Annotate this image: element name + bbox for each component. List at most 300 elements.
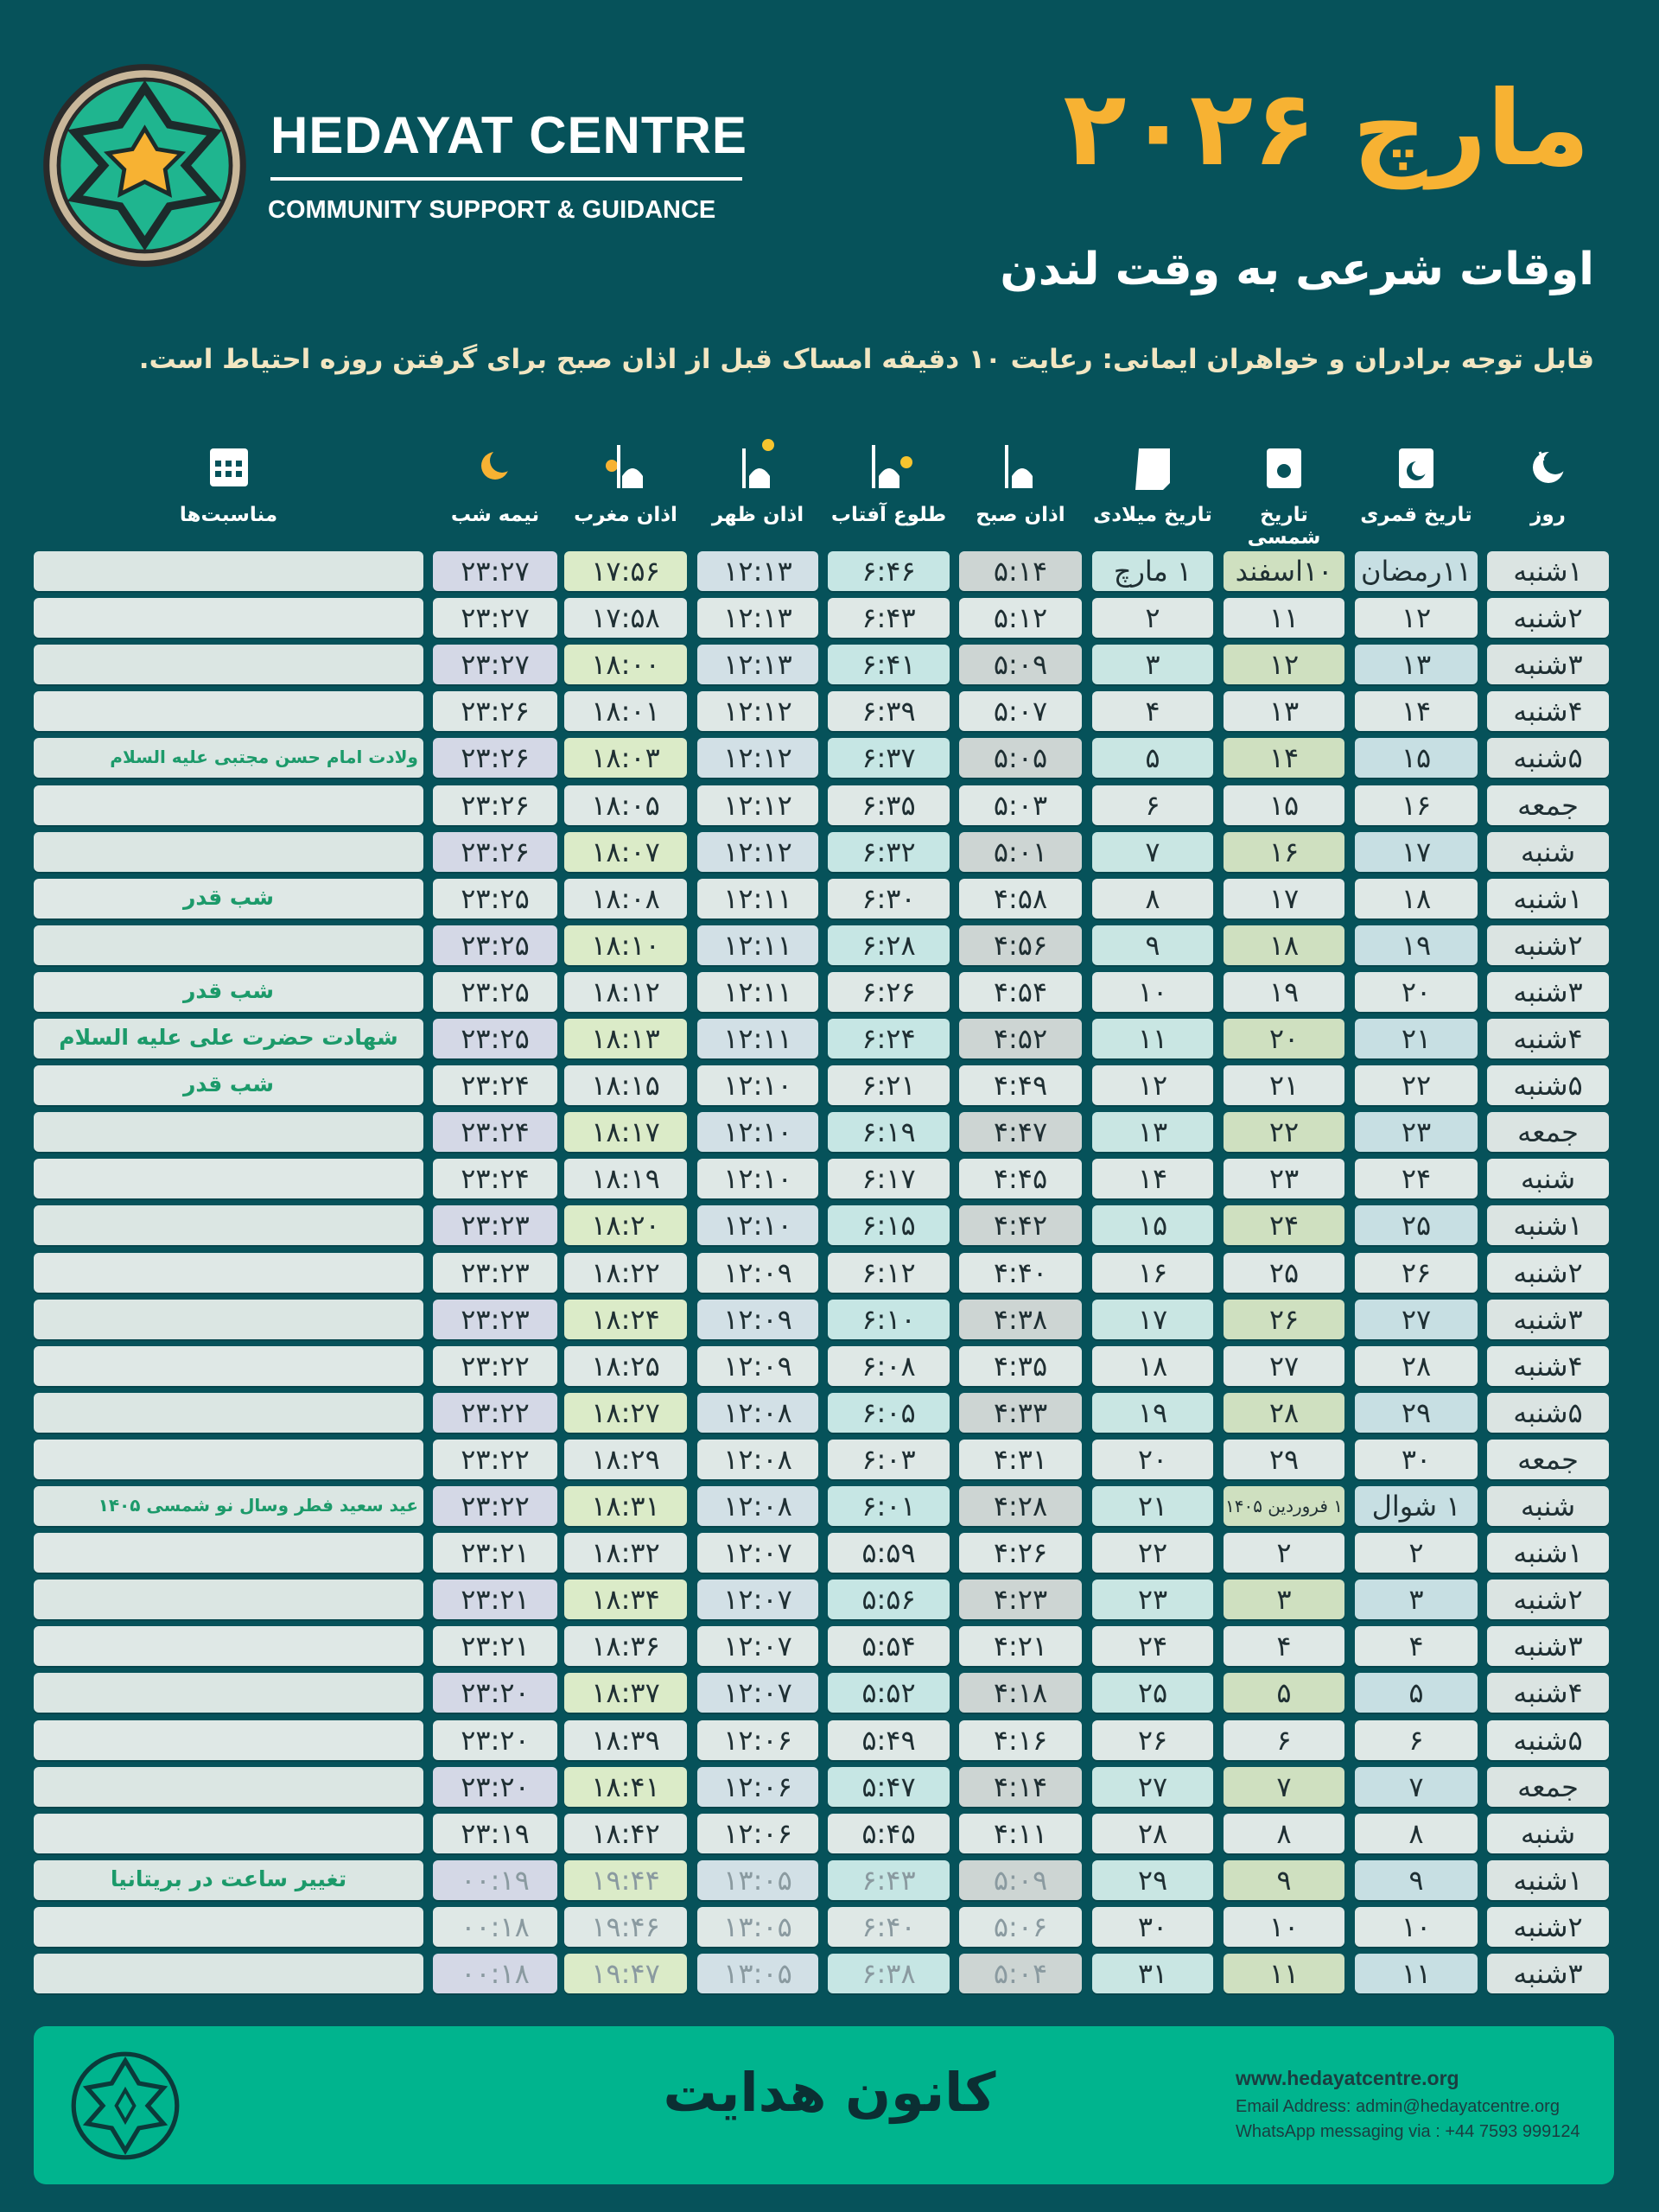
cell-greg: ۱۰ [1092,972,1213,1012]
cell-sunrise: ۶:۳۵ [828,785,950,825]
cell-maghrib: ۱۸:۲۰ [564,1205,687,1245]
brand-tagline: COMMUNITY SUPPORT & GUIDANCE [268,196,716,224]
cell-fajr: ۵:۱۲ [959,598,1082,638]
moon-clock-icon [1519,436,1578,495]
mosque-sun-icon [728,436,787,495]
cell-midnight: ۰۰:۱۸ [433,1954,557,1993]
cell-sunrise: ۶:۴۱ [828,645,950,684]
cell-day: ۱شنبه [1487,879,1609,918]
cell-hijri: ۲۶ [1355,1253,1478,1293]
cell-events [34,1907,423,1947]
cell-day: ۴شنبه [1487,691,1609,731]
cell-greg: ۲۱ [1092,1486,1213,1526]
cell-midnight: ۲۳:۲۴ [433,1065,557,1105]
cell-fajr: ۴:۱۱ [959,1814,1082,1853]
cell-fajr: ۵:۰۷ [959,691,1082,731]
cell-dhuhr: ۱۲:۰۹ [697,1253,818,1293]
cell-fajr: ۵:۰۹ [959,645,1082,684]
cell-dhuhr: ۱۲:۰۹ [697,1346,818,1386]
cell-dhuhr: ۱۳:۰۵ [697,1907,818,1947]
cell-sunrise: ۶:۰۱ [828,1486,950,1526]
cell-hijri: ۱۴ [1355,691,1478,731]
cell-maghrib: ۱۸:۲۷ [564,1393,687,1433]
cell-sunrise: ۶:۲۱ [828,1065,950,1105]
cell-maghrib: ۱۸:۳۱ [564,1486,687,1526]
cell-hijri: ۲۸ [1355,1346,1478,1386]
cell-hijri: ۲۲ [1355,1065,1478,1105]
cell-maghrib: ۱۸:۳۲ [564,1533,687,1573]
cell-events [34,551,423,591]
cell-hijri: ۵ [1355,1673,1478,1713]
column-label: روز [1530,504,1566,526]
cell-fajr: ۴:۴۷ [959,1112,1082,1152]
cell-midnight: ۲۳:۲۶ [433,691,557,731]
cell-dhuhr: ۱۲:۰۸ [697,1393,818,1433]
cell-midnight: ۲۳:۲۷ [433,598,557,638]
cell-shamsi: ۲۶ [1224,1300,1344,1339]
cell-dhuhr: ۱۲:۱۰ [697,1112,818,1152]
cell-sunrise: ۶:۳۰ [828,879,950,918]
cell-greg: ۲۴ [1092,1626,1213,1666]
cell-dhuhr: ۱۲:۱۰ [697,1065,818,1105]
cell-greg: ۷ [1092,832,1213,872]
cell-maghrib: ۱۸:۱۷ [564,1112,687,1152]
cell-hijri: ۷ [1355,1767,1478,1807]
cell-midnight: ۲۳:۲۱ [433,1533,557,1573]
cell-day: ۳شنبه [1487,1300,1609,1339]
cell-events [34,1159,423,1198]
cell-events [34,1626,423,1666]
cell-events [34,1954,423,1993]
cell-midnight: ۲۳:۲۵ [433,1019,557,1058]
cell-shamsi: ۲۹ [1224,1440,1344,1479]
cell-midnight: ۲۳:۲۵ [433,925,557,965]
brand-divider [270,177,742,181]
cell-maghrib: ۱۸:۳۹ [564,1720,687,1760]
cell-dhuhr: ۱۲:۱۰ [697,1159,818,1198]
cell-midnight: ۲۳:۲۷ [433,645,557,684]
cell-greg: ۲۳ [1092,1580,1213,1619]
cell-fajr: ۵:۱۴ [959,551,1082,591]
cell-day: ۴شنبه [1487,1673,1609,1713]
cell-dhuhr: ۱۲:۱۱ [697,972,818,1012]
cell-midnight: ۲۳:۲۴ [433,1112,557,1152]
cell-maghrib: ۱۸:۰۷ [564,832,687,872]
cell-events [34,785,423,825]
cell-dhuhr: ۱۲:۱۲ [697,738,818,778]
cell-shamsi: ۱۳ [1224,691,1344,731]
cell-maghrib: ۱۸:۳۶ [564,1626,687,1666]
cell-fajr: ۵:۰۴ [959,1954,1082,1993]
cell-events: شب قدر [34,972,423,1012]
cell-dhuhr: ۱۲:۰۷ [697,1533,818,1573]
cell-hijri: ۱۰ [1355,1907,1478,1947]
footer-website[interactable]: www.hedayatcentre.org [1236,2067,1459,2089]
cell-shamsi: ۱۲ [1224,645,1344,684]
column-header-events [34,436,423,526]
column-label: طلوع آفتاب [830,504,947,526]
cell-day: جمعه [1487,1440,1609,1479]
cell-shamsi: ۳ [1224,1580,1344,1619]
cell-maghrib: ۱۸:۲۵ [564,1346,687,1386]
cell-dhuhr: ۱۲:۱۲ [697,691,818,731]
cell-maghrib: ۱۸:۱۹ [564,1159,687,1198]
mosque-sunrise-icon [860,436,918,495]
cell-sunrise: ۶:۳۲ [828,832,950,872]
cell-sunrise: ۵:۵۹ [828,1533,950,1573]
cell-hijri: ۲۴ [1355,1159,1478,1198]
cell-dhuhr: ۱۲:۰۶ [697,1767,818,1807]
cell-hijri: ۱۲ [1355,598,1478,638]
cell-greg: ۲ [1092,598,1213,638]
cell-fajr: ۴:۱۸ [959,1673,1082,1713]
column-label: مناسبت‌ها [179,504,278,526]
cell-dhuhr: ۱۳:۰۵ [697,1954,818,1993]
cell-shamsi: ۲ [1224,1533,1344,1573]
cell-day: ۳شنبه [1487,1626,1609,1666]
cell-hijri: ۲۷ [1355,1300,1478,1339]
cell-day: ۵شنبه [1487,738,1609,778]
cell-maghrib: ۱۸:۲۹ [564,1440,687,1479]
cell-maghrib: ۱۸:۰۳ [564,738,687,778]
cell-greg: ۲۹ [1092,1860,1213,1900]
footer-email[interactable]: Email Address: admin@hedayatcentre.org [1236,2097,1560,2116]
cell-fajr: ۴:۱۴ [959,1767,1082,1807]
cell-hijri: ۳۰ [1355,1440,1478,1479]
cell-sunrise: ۶:۳۷ [828,738,950,778]
column-label: تاریخ شمسی [1247,504,1321,549]
cell-events: شب قدر [34,1065,423,1105]
cell-shamsi: ۱۸ [1224,925,1344,965]
cell-fajr: ۴:۵۲ [959,1019,1082,1058]
cell-sunrise: ۵:۴۵ [828,1814,950,1853]
cell-shamsi: ۱۰اسفند [1224,551,1344,591]
cell-midnight: ۲۳:۲۰ [433,1767,557,1807]
cell-shamsi: ۵ [1224,1673,1344,1713]
column-label: تاریخ میلادی [1093,504,1212,526]
cell-dhuhr: ۱۲:۱۲ [697,785,818,825]
cell-greg: ۲۵ [1092,1673,1213,1713]
cell-shamsi: ۲۲ [1224,1112,1344,1152]
cell-events [34,1814,423,1853]
cell-day: شنبه [1487,1814,1609,1853]
cell-dhuhr: ۱۲:۰۶ [697,1720,818,1760]
cell-greg: ۳۱ [1092,1954,1213,1993]
crescent-moon-icon [466,436,524,495]
cell-fajr: ۴:۵۸ [959,879,1082,918]
cell-sunrise: ۶:۲۸ [828,925,950,965]
cell-events [34,1300,423,1339]
cell-sunrise: ۶:۰۸ [828,1346,950,1386]
cell-dhuhr: ۱۳:۰۵ [697,1860,818,1900]
cell-greg: ۴ [1092,691,1213,731]
cell-fajr: ۴:۴۲ [959,1205,1082,1245]
brand-name: HEDAYAT CENTRE [270,106,747,164]
cell-maghrib: ۱۹:۴۴ [564,1860,687,1900]
cell-day: شنبه [1487,1159,1609,1198]
cell-shamsi: ۶ [1224,1720,1344,1760]
column-label: اذان صبح [976,504,1065,526]
cell-events: شب قدر [34,879,423,918]
cell-fajr: ۵:۰۱ [959,832,1082,872]
cell-sunrise: ۶:۱۵ [828,1205,950,1245]
footer-logo [69,2050,181,2162]
cell-dhuhr: ۱۲:۱۳ [697,598,818,638]
cell-fajr: ۴:۲۱ [959,1626,1082,1666]
cell-shamsi: ۸ [1224,1814,1344,1853]
cell-day: جمعه [1487,1767,1609,1807]
cell-midnight: ۲۳:۲۳ [433,1300,557,1339]
cell-greg: ۱۵ [1092,1205,1213,1245]
cell-midnight: ۲۳:۲۵ [433,879,557,918]
cell-shamsi: ۱۶ [1224,832,1344,872]
cell-sunrise: ۵:۴۹ [828,1720,950,1760]
cell-events: عید سعید فطر وسال نو شمسی ۱۴۰۵ [34,1486,423,1526]
cell-midnight: ۲۳:۲۶ [433,785,557,825]
mosque-sunset-icon [596,436,655,495]
cell-day: ۳شنبه [1487,1954,1609,1993]
cell-greg: ۶ [1092,785,1213,825]
cell-midnight: ۲۳:۲۶ [433,738,557,778]
cell-greg: ۲۰ [1092,1440,1213,1479]
cell-hijri: ۱۵ [1355,738,1478,778]
column-header-dhuhr [697,436,818,526]
cell-events: ولادت امام حسن مجتبی علیه السلام [34,738,423,778]
cell-events [34,645,423,684]
cell-fajr: ۴:۵۴ [959,972,1082,1012]
cell-fajr: ۴:۲۳ [959,1580,1082,1619]
cell-shamsi: ۲۴ [1224,1205,1344,1245]
cell-midnight: ۲۳:۲۳ [433,1205,557,1245]
cell-midnight: ۲۳:۲۵ [433,972,557,1012]
cell-hijri: ۳ [1355,1580,1478,1619]
column-header-day [1487,436,1609,526]
cell-dhuhr: ۱۲:۰۷ [697,1673,818,1713]
cell-fajr: ۴:۴۹ [959,1065,1082,1105]
cell-hijri: ۲۱ [1355,1019,1478,1058]
cell-sunrise: ۶:۴۳ [828,1860,950,1900]
cell-sunrise: ۵:۵۴ [828,1626,950,1666]
cell-midnight: ۲۳:۲۲ [433,1440,557,1479]
cell-greg: ۱۱ [1092,1019,1213,1058]
cell-day: ۳شنبه [1487,972,1609,1012]
cell-dhuhr: ۱۲:۱۳ [697,551,818,591]
cell-sunrise: ۶:۴۳ [828,598,950,638]
cell-events [34,1205,423,1245]
cell-greg: ۱۷ [1092,1300,1213,1339]
page-subtitle: اوقات شرعی به وقت لندن [1000,244,1594,296]
cell-maghrib: ۱۸:۰۵ [564,785,687,825]
cell-day: ۵شنبه [1487,1065,1609,1105]
cell-greg: ۵ [1092,738,1213,778]
cell-dhuhr: ۱۲:۱۲ [697,832,818,872]
cell-midnight: ۲۳:۲۳ [433,1253,557,1293]
hedayat-logo [42,63,247,268]
cell-hijri: ۹ [1355,1860,1478,1900]
cell-midnight: ۰۰:۱۹ [433,1860,557,1900]
cell-events [34,1767,423,1807]
cell-day: ۱شنبه [1487,1860,1609,1900]
cell-sunrise: ۶:۰۵ [828,1393,950,1433]
cell-shamsi: ۱۴ [1224,738,1344,778]
cell-day: ۴شنبه [1487,1346,1609,1386]
cell-day: ۲شنبه [1487,598,1609,638]
cell-events [34,1580,423,1619]
cell-dhuhr: ۱۲:۰۷ [697,1626,818,1666]
cell-greg: ۲۲ [1092,1533,1213,1573]
cell-midnight: ۲۳:۱۹ [433,1814,557,1853]
cell-fajr: ۵:۰۹ [959,1860,1082,1900]
cell-shamsi: ۱۱ [1224,598,1344,638]
cell-hijri: ۲۰ [1355,972,1478,1012]
cell-maghrib: ۱۸:۱۰ [564,925,687,965]
cell-midnight: ۰۰:۱۸ [433,1907,557,1947]
cell-fajr: ۴:۱۶ [959,1720,1082,1760]
cell-events [34,1393,423,1433]
cell-greg: ۹ [1092,925,1213,965]
cell-greg: ۱۹ [1092,1393,1213,1433]
cell-events [34,1533,423,1573]
cell-hijri: ۱۷ [1355,832,1478,872]
cell-hijri: ۲۵ [1355,1205,1478,1245]
cell-day: ۱شنبه [1487,1533,1609,1573]
cell-hijri: ۱ شوال [1355,1486,1478,1526]
calendar-grid-icon [200,436,258,495]
cell-fajr: ۴:۲۸ [959,1486,1082,1526]
cell-fajr: ۵:۰۳ [959,785,1082,825]
cell-maghrib: ۱۷:۵۶ [564,551,687,591]
cell-midnight: ۲۳:۲۷ [433,551,557,591]
cell-greg: ۲۷ [1092,1767,1213,1807]
cell-dhuhr: ۱۲:۱۱ [697,925,818,965]
cell-maghrib: ۱۸:۱۵ [564,1065,687,1105]
cell-maghrib: ۱۷:۵۸ [564,598,687,638]
cell-midnight: ۲۳:۲۰ [433,1720,557,1760]
cell-day: ۴شنبه [1487,1019,1609,1058]
cell-shamsi: ۴ [1224,1626,1344,1666]
cell-sunrise: ۶:۴۶ [828,551,950,591]
cell-greg: ۸ [1092,879,1213,918]
cell-events [34,925,423,965]
cell-sunrise: ۶:۰۳ [828,1440,950,1479]
cell-maghrib: ۱۸:۱۲ [564,972,687,1012]
cell-sunrise: ۶:۱۰ [828,1300,950,1339]
cell-shamsi: ۷ [1224,1767,1344,1807]
cell-shamsi: ۲۳ [1224,1159,1344,1198]
cell-events [34,1673,423,1713]
cell-day: شنبه [1487,1486,1609,1526]
cell-midnight: ۲۳:۲۲ [433,1486,557,1526]
cell-shamsi: ۲۷ [1224,1346,1344,1386]
cell-hijri: ۱۸ [1355,879,1478,918]
footer-whatsapp: WhatsApp messaging via : +44 7593 999124 [1236,2122,1580,2141]
cell-day: ۵شنبه [1487,1393,1609,1433]
cell-dhuhr: ۱۲:۱۱ [697,1019,818,1058]
cell-greg: ۱۲ [1092,1065,1213,1105]
cell-midnight: ۲۳:۲۲ [433,1346,557,1386]
cell-shamsi: ۲۱ [1224,1065,1344,1105]
cell-greg: ۲۶ [1092,1720,1213,1760]
cell-shamsi: ۲۰ [1224,1019,1344,1058]
cell-sunrise: ۶:۲۶ [828,972,950,1012]
cell-hijri: ۴ [1355,1626,1478,1666]
column-header-greg [1092,436,1213,526]
cell-dhuhr: ۱۲:۰۶ [697,1814,818,1853]
cell-fajr: ۴:۳۸ [959,1300,1082,1339]
cell-maghrib: ۱۸:۱۳ [564,1019,687,1058]
cell-hijri: ۸ [1355,1814,1478,1853]
cell-greg: ۱۳ [1092,1112,1213,1152]
cell-day: جمعه [1487,1112,1609,1152]
footer-centre-name: کانون هدایت [663,2061,996,2124]
cell-day: ۲شنبه [1487,1580,1609,1619]
cell-events [34,1253,423,1293]
cell-greg: ۲۸ [1092,1814,1213,1853]
cell-shamsi: ۲۸ [1224,1393,1344,1433]
cell-hijri: ۱۱رمضان [1355,551,1478,591]
cell-events [34,1440,423,1479]
sun-calendar-icon [1255,436,1313,495]
cell-greg: ۱ مارچ [1092,551,1213,591]
cell-midnight: ۲۳:۲۲ [433,1393,557,1433]
cell-sunrise: ۶:۳۹ [828,691,950,731]
cell-day: جمعه [1487,785,1609,825]
cell-hijri: ۶ [1355,1720,1478,1760]
cell-hijri: ۱۱ [1355,1954,1478,1993]
cell-day: ۲شنبه [1487,1253,1609,1293]
cell-dhuhr: ۱۲:۱۳ [697,645,818,684]
cell-maghrib: ۱۸:۳۴ [564,1580,687,1619]
cell-dhuhr: ۱۲:۰۷ [697,1580,818,1619]
cell-sunrise: ۵:۵۶ [828,1580,950,1619]
cell-hijri: ۱۳ [1355,645,1478,684]
cell-dhuhr: ۱۲:۱۱ [697,879,818,918]
cell-fajr: ۴:۲۶ [959,1533,1082,1573]
cell-hijri: ۲۳ [1355,1112,1478,1152]
cell-fajr: ۵:۰۶ [959,1907,1082,1947]
mosque-icon [991,436,1050,495]
column-header-fajr [959,436,1082,526]
cell-day: ۳شنبه [1487,645,1609,684]
calendar-page-icon [1123,436,1182,495]
cell-sunrise: ۵:۵۲ [828,1673,950,1713]
column-label: اذان ظهر [711,504,804,526]
cell-sunrise: ۶:۱۷ [828,1159,950,1198]
cell-greg: ۱۴ [1092,1159,1213,1198]
cell-dhuhr: ۱۲:۰۸ [697,1486,818,1526]
column-label: اذان مغرب [574,504,677,526]
cell-fajr: ۴:۳۳ [959,1393,1082,1433]
cell-day: ۱شنبه [1487,551,1609,591]
cell-greg: ۳۰ [1092,1907,1213,1947]
cell-fajr: ۴:۵۶ [959,925,1082,965]
cell-sunrise: ۶:۴۰ [828,1907,950,1947]
cell-dhuhr: ۱۲:۰۸ [697,1440,818,1479]
cell-shamsi: ۱۱ [1224,1954,1344,1993]
column-label: نیمه شب [450,504,540,526]
cell-maghrib: ۱۹:۴۷ [564,1954,687,1993]
cell-maghrib: ۱۸:۰۱ [564,691,687,731]
column-header-maghrib [564,436,687,526]
page-title: مارچ ۲۰۲۶ [1063,69,1590,189]
cell-fajr: ۴:۳۵ [959,1346,1082,1386]
cell-dhuhr: ۱۲:۰۹ [697,1300,818,1339]
cell-day: ۱شنبه [1487,1205,1609,1245]
cell-sunrise: ۶:۱۲ [828,1253,950,1293]
cell-events: تغییر ساعت در بریتانیا [34,1860,423,1900]
cell-sunrise: ۶:۳۸ [828,1954,950,1993]
cell-fajr: ۵:۰۵ [959,738,1082,778]
